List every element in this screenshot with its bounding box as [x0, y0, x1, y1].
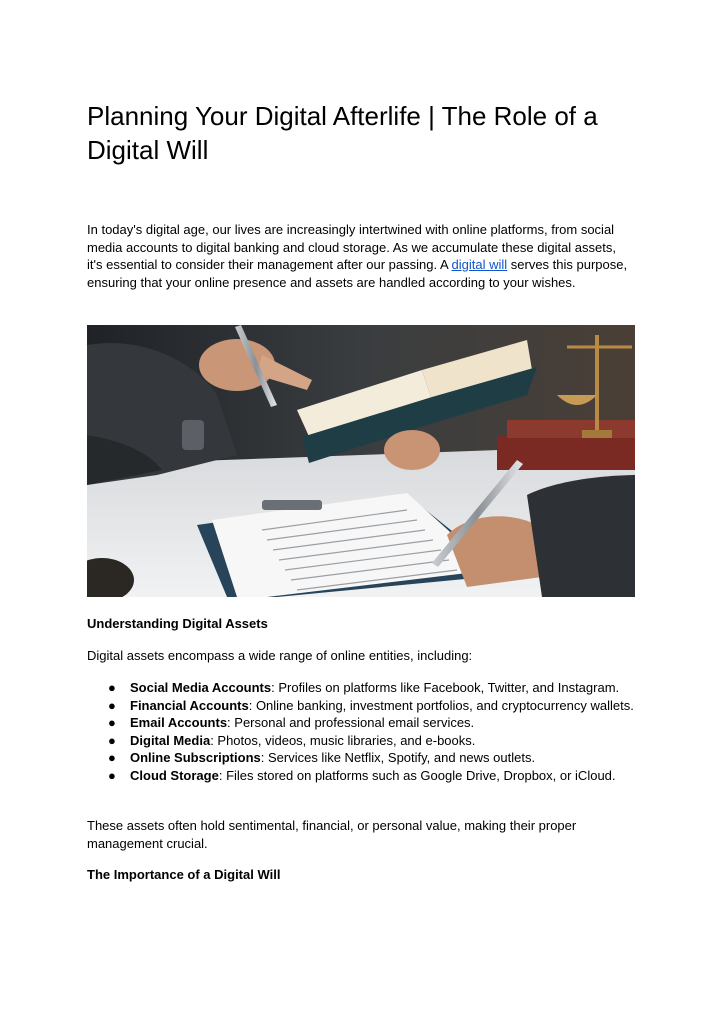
list-item — [87, 679, 635, 697]
list-item — [87, 749, 635, 767]
list-item-label: Digital Media — [130, 732, 211, 748]
intro-paragraph — [87, 221, 635, 291]
section-lead-paragraph: Digital assets encompass a wide range of online entities, including: — [87, 648, 473, 663]
page-title: Planning Your Digital Afterlife | The Role of a Digital Will — [87, 101, 598, 165]
list-item-description: : Online banking, investment portfolios, and cryptocurrency wallets. — [248, 697, 634, 713]
bullet-icon: ● — [108, 767, 116, 783]
closing-paragraph: These assets often hold sentimental, financial, or personal value, making their proper management crucial. — [87, 818, 577, 851]
list-item-description: : Files stored on platforms such as Google Drive, Dropbox, or iCloud. — [218, 767, 616, 783]
list-item-label: Social Media Accounts — [130, 680, 272, 695]
list-item-label: Online Subscriptions — [130, 750, 261, 766]
list-item-description: : Services like Netflix, Spotify, and news outlets. — [260, 750, 536, 766]
bullet-icon: ● — [108, 732, 116, 748]
section-heading-importance-of-digital-will: The Importance of a Digital Will — [87, 867, 281, 882]
intro-text-end: serves this purpose, ensuring that your online presence and assets are handled according to your wishes. — [87, 257, 628, 290]
list-item — [87, 697, 635, 715]
list-item — [87, 732, 635, 750]
digital-assets-list — [87, 679, 635, 785]
digital-will-link[interactable]: digital will — [451, 257, 508, 273]
bullet-icon: ● — [108, 680, 116, 695]
list-item-description: : Profiles on platforms like Facebook, Twitter, and Instagram. — [271, 680, 620, 695]
bullet-icon: ● — [108, 697, 116, 713]
list-item — [87, 767, 635, 785]
bullet-icon: ● — [108, 715, 116, 731]
bullet-icon: ● — [108, 750, 116, 766]
list-item — [87, 714, 635, 732]
list-item-label: Financial Accounts — [130, 697, 249, 713]
intro-text-start: In today's digital age, our lives are increasingly intertwined with online platforms, from social media accounts to digital banking and cloud storage. As we accumulate these digital assets, it's essential to consider their management after our passing. A — [87, 222, 616, 273]
list-item-label: Cloud Storage — [130, 767, 219, 783]
section-heading-understanding-digital-assets: Understanding Digital Assets — [87, 616, 268, 631]
list-item-description: : Photos, videos, music libraries, and e-books. — [210, 732, 476, 748]
hero-image — [87, 325, 635, 597]
list-item-label: Email Accounts — [130, 715, 228, 731]
list-item-description: : Personal and professional email services. — [227, 715, 475, 731]
